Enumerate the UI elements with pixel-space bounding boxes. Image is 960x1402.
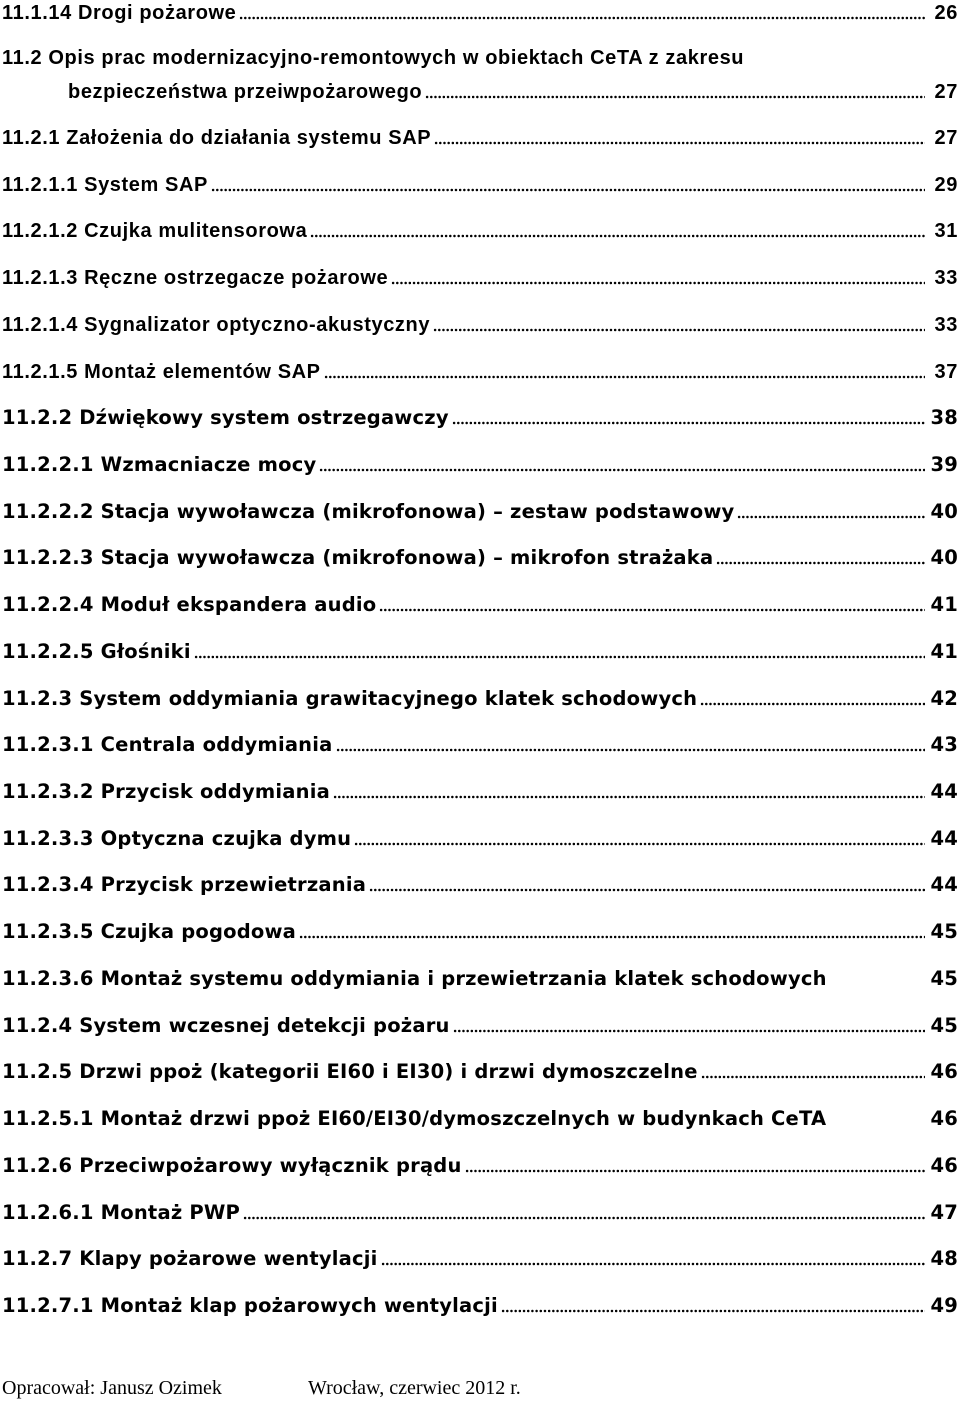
toc-entry-title: 11.2.1.2 Czujka mulitensorowa xyxy=(2,220,308,242)
toc-dot-leader xyxy=(829,1114,925,1126)
toc-entry[interactable] xyxy=(0,962,960,996)
toc-entry-page: 46 xyxy=(930,1107,958,1130)
toc-entry-page: 40 xyxy=(930,500,958,523)
footer-place-date: Wrocław, czerwiec 2012 r. xyxy=(308,1377,521,1399)
toc-entry-title: 11.2.5.1 Montaż drzwi ppoż EI60/EI30/dymoszczelnych w budynkach CeTA xyxy=(2,1107,827,1130)
toc-entry-title: 11.2.3.5 Czujka pogodowa xyxy=(2,920,297,943)
toc-entry[interactable] xyxy=(0,308,960,342)
toc-entry-title: 11.2.6 Przeciwpożarowy wyłącznik prądu xyxy=(2,1154,462,1177)
toc-entry-title: 11.2.1.5 Montaż elementów SAP xyxy=(2,361,321,383)
toc-entry-page: 46 xyxy=(930,1154,958,1177)
toc-dot-leader xyxy=(381,1254,925,1266)
toc-entry-page: 46 xyxy=(930,1060,958,1083)
toc-entry[interactable] xyxy=(0,1289,960,1323)
toc-entry-page: 27 xyxy=(934,127,958,149)
toc-entry[interactable] xyxy=(0,775,960,809)
toc-entry-page: 31 xyxy=(934,220,958,242)
toc-dot-leader xyxy=(369,880,925,892)
toc-entry-title: 11.2.7 Klapy pożarowe wentylacji xyxy=(2,1247,378,1270)
toc-entry[interactable] xyxy=(0,1102,960,1136)
toc-entry-page: 45 xyxy=(930,1014,958,1037)
toc-dot-leader xyxy=(239,8,925,20)
toc-entry[interactable] xyxy=(0,401,960,435)
toc-entry-page: 44 xyxy=(930,873,958,896)
toc-entry-page: 42 xyxy=(930,687,958,710)
toc-dot-leader xyxy=(453,1021,925,1033)
toc-entry-page: 26 xyxy=(934,2,958,24)
toc-entry[interactable] xyxy=(0,355,960,389)
toc-entry[interactable] xyxy=(0,822,960,856)
toc-entry[interactable] xyxy=(0,541,960,575)
toc-dot-leader xyxy=(354,834,925,846)
toc-entry-page: 49 xyxy=(930,1294,958,1317)
toc-entry-page: 38 xyxy=(930,406,958,429)
toc-dot-leader xyxy=(333,787,925,799)
toc-dot-leader xyxy=(319,460,925,472)
toc-entry-page: 33 xyxy=(934,267,958,289)
toc-dot-leader xyxy=(700,694,925,706)
toc-entry[interactable] xyxy=(0,1009,960,1043)
toc-entry[interactable] xyxy=(0,41,960,75)
toc-entry-page: 41 xyxy=(930,640,958,663)
toc-dot-leader xyxy=(391,273,925,285)
toc-entry-title: 11.2.6.1 Montaż PWP xyxy=(2,1201,241,1224)
toc-entry[interactable] xyxy=(0,448,960,482)
page-footer xyxy=(0,1372,960,1400)
toc-entry-page: 48 xyxy=(930,1247,958,1270)
toc-dot-leader xyxy=(211,180,925,192)
footer-author: Opracował: Janusz Ozimek xyxy=(2,1377,222,1399)
toc-dot-leader xyxy=(434,133,925,145)
toc-entry-page: 29 xyxy=(934,174,958,196)
toc-dot-leader xyxy=(465,1161,925,1173)
toc-entry-title: 11.2.1.4 Sygnalizator optyczno-akustyczny xyxy=(2,314,431,336)
toc-entry-title: 11.2.2.5 Głośniki xyxy=(2,640,191,663)
toc-dot-leader xyxy=(452,413,925,425)
toc-entry-page: 40 xyxy=(930,546,958,569)
toc-entry[interactable] xyxy=(0,168,960,202)
toc-entry-page: 44 xyxy=(930,827,958,850)
toc-entry[interactable] xyxy=(0,1055,960,1089)
toc-entry-page: 47 xyxy=(930,1201,958,1224)
toc-entry-title: 11.2.1.3 Ręczne ostrzegacze pożarowe xyxy=(2,267,389,289)
toc-entry-title: 11.1.14 Drogi pożarowe xyxy=(2,2,237,24)
toc-dot-leader xyxy=(336,740,925,752)
toc-entry[interactable] xyxy=(0,915,960,949)
toc-entry-page: 37 xyxy=(934,361,958,383)
toc-entry-title: 11.2.3.3 Optyczna czujka dymu xyxy=(2,827,352,850)
toc-entry-page: 44 xyxy=(930,780,958,803)
toc-entry[interactable] xyxy=(0,1196,960,1230)
toc-entry[interactable] xyxy=(0,868,960,902)
toc-entry[interactable] xyxy=(0,214,960,248)
toc-entry[interactable] xyxy=(0,0,960,30)
toc-dot-leader xyxy=(379,600,925,612)
toc-dot-leader xyxy=(324,367,925,379)
toc-entry-page: 45 xyxy=(930,920,958,943)
toc-entry[interactable] xyxy=(0,728,960,762)
toc-entry-title: 11.2.1 Założenia do działania systemu SAP xyxy=(2,127,432,149)
toc-entry-title: 11.2.3.1 Centrala oddymiania xyxy=(2,733,333,756)
toc-entry-page: 39 xyxy=(930,453,958,476)
toc-dot-leader xyxy=(425,87,925,99)
toc-entry-title: 11.2.2.1 Wzmacniacze mocy xyxy=(2,453,317,476)
toc-entry-page: 43 xyxy=(930,733,958,756)
toc-dot-leader xyxy=(194,647,925,659)
toc-dot-leader xyxy=(701,1067,925,1079)
toc-entry-title: 11.2.3 System oddymiania grawitacyjnego klatek schodowych xyxy=(2,687,698,710)
toc-entry-title: 11.2.3.6 Montaż systemu oddymiania i przewietrzania klatek schodowych xyxy=(2,967,827,990)
toc-entry-title: 11.2.7.1 Montaż klap pożarowych wentylacji xyxy=(2,1294,498,1317)
toc-entry-title: 11.2.2.3 Stacja wywoławcza (mikrofonowa) – mikrofon strażaka xyxy=(2,546,714,569)
toc-entry[interactable] xyxy=(0,261,960,295)
toc-entry[interactable] xyxy=(0,495,960,529)
toc-entry-title: 11.2 Opis prac modernizacyjno-remontowych w obiektach CeTA z zakresu xyxy=(2,47,745,69)
toc-entry-title: 11.2.1.1 System SAP xyxy=(2,174,208,196)
toc-dot-leader xyxy=(310,226,925,238)
toc-entry-title: 11.2.5 Drzwi ppoż (kategorii EI60 i EI30) i drzwi dymoszczelne xyxy=(2,1060,698,1083)
toc-entry-title: 11.2.3.4 Przycisk przewietrzania xyxy=(2,873,367,896)
toc-entry[interactable] xyxy=(0,588,960,622)
toc-dot-leader xyxy=(299,927,925,939)
toc-dot-leader xyxy=(501,1301,925,1313)
toc-entry-title: bezpieczeństwa przeiwpożarowego xyxy=(68,81,423,103)
toc-entry-page: 45 xyxy=(930,967,958,990)
toc-entry-title: 11.2.3.2 Przycisk oddymiania xyxy=(2,780,330,803)
toc-entry[interactable] xyxy=(0,1242,960,1276)
toc-entry[interactable] xyxy=(0,635,960,669)
toc-entry-title: 11.2.2 Dźwiękowy system ostrzegawczy xyxy=(2,406,449,429)
toc-dot-leader xyxy=(433,320,925,332)
toc-entry[interactable] xyxy=(0,682,960,716)
toc-entry-page: 27 xyxy=(934,81,958,103)
toc-dot-leader xyxy=(830,974,925,986)
toc-dot-leader xyxy=(737,507,925,519)
toc-entry-page: 33 xyxy=(934,314,958,336)
toc-entry-page: 41 xyxy=(930,593,958,616)
toc-dot-leader xyxy=(243,1208,925,1220)
toc-dot-leader xyxy=(716,553,925,565)
toc-entry-title: 11.2.2.2 Stacja wywoławcza (mikrofonowa) – zestaw podstawowy xyxy=(2,500,735,523)
toc-entry-continuation[interactable] xyxy=(0,75,960,109)
toc-entry[interactable] xyxy=(0,121,960,155)
toc-entry-title: 11.2.2.4 Moduł ekspandera audio xyxy=(2,593,377,616)
toc-entry-title: 11.2.4 System wczesnej detekcji pożaru xyxy=(2,1014,450,1037)
toc-entry[interactable] xyxy=(0,1149,960,1183)
